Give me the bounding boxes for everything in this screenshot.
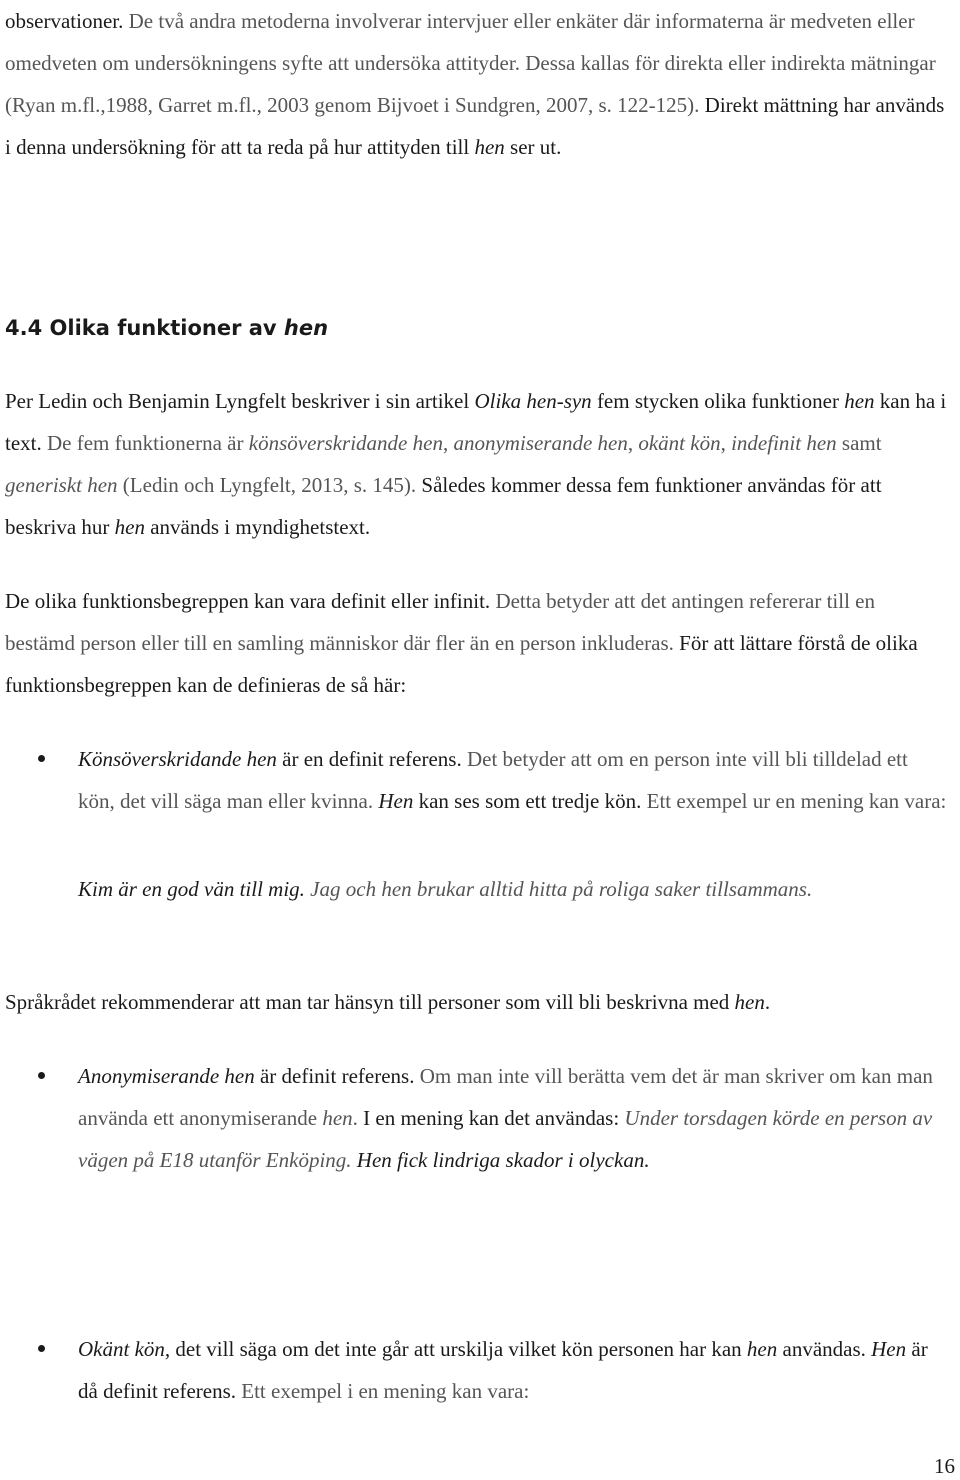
text-run: är en definit referens. <box>276 747 467 771</box>
text-run: fem stycken olika funktioner <box>591 389 845 413</box>
list-item-okant-kon-content <box>78 1337 928 1403</box>
bullet-icon <box>38 1345 45 1352</box>
list-item-okant-kon-text <box>78 1328 948 1412</box>
text-run: Detta betyder att det antingen refererar till en bestämd person eller till en samling människor där fler än en person inkluderas. <box>5 589 875 655</box>
text-run: Olika hen-syn <box>474 389 592 413</box>
paragraph-ledin-lyngfelt <box>5 380 950 548</box>
text-run: könsöverskridande hen <box>248 431 443 455</box>
text-run: okänt kön <box>638 431 721 455</box>
text-run: Om man inte vill berätta vem det är man skriver om kan man använda ett anonymiserande <box>78 1064 933 1130</box>
section-heading <box>5 308 328 348</box>
text-run: hen <box>114 515 145 539</box>
text-run: används i myndighetstext. <box>144 515 371 539</box>
paragraph-definit-infinit-content <box>5 589 918 697</box>
list-item-konsoverskridande-text <box>78 738 948 822</box>
text-run: hen <box>322 1106 353 1130</box>
text-run: Okänt kön <box>78 1337 165 1361</box>
text-run: . <box>352 1106 364 1130</box>
text-run: hen <box>474 135 505 159</box>
text-run: Hen <box>871 1337 907 1361</box>
text-run: Kim är en god vän till mig. <box>78 877 311 901</box>
paragraph-intro-content <box>5 9 944 159</box>
text-run: samt <box>836 431 882 455</box>
text-run: Ett exempel ur en mening kan vara: <box>646 789 947 813</box>
list-item-anonymiserande-text <box>78 1055 948 1181</box>
section-heading-text: 4.4 Olika funktioner av <box>5 316 284 340</box>
page-number: 16 <box>934 1454 955 1478</box>
text-run: generiskt hen <box>5 473 118 497</box>
text-run: Således kommer dessa fem funktioner användas för att beskriva hur <box>5 473 882 539</box>
text-run: De olika funktionsbegreppen kan vara definit eller infinit. <box>5 589 496 613</box>
text-run: hen <box>746 1337 778 1361</box>
text-run: , <box>442 431 454 455</box>
text-run: De två andra metoderna involverar intervjuer eller enkäter där informaterna är medveten eller omedveten om undersökningens syfte att undersöka attityder. Dessa kallas för direkta eller indirekta mätningar (Ryan m.fl.,1988, Garret m.fl., 2003 genom Bijvoet i Sundgren, 2007, s. 122-125). <box>5 9 936 117</box>
text-run: För att lättare förstå de olika funktionsbegreppen kan de definieras de så här: <box>5 631 918 697</box>
text-run: (Ledin och Lyngfelt, 2013, s. 145). <box>117 473 422 497</box>
text-run: Hen fick lindriga skador i olyckan. <box>356 1148 650 1172</box>
text-run: Det betyder att om en person inte vill bli tilldelad ett kön, det vill säga man eller kvinna. <box>78 747 908 813</box>
text-run: Språkrådet rekommenderar att man tar hänsyn till personer som vill bli beskrivna med <box>5 990 735 1014</box>
list-item-konsoverskridande-content <box>78 747 946 813</box>
text-run: , det vill säga om det inte går att urskilja vilket kön personen har kan <box>164 1337 747 1361</box>
text-run: indefinit hen <box>731 431 837 455</box>
text-run: hen <box>844 389 875 413</box>
text-run: Anonymiserande hen <box>78 1064 255 1088</box>
text-run: observationer. <box>5 9 129 33</box>
section-heading-italic: hen <box>283 316 329 340</box>
text-run: kan ses som ett tredje kön. <box>413 789 647 813</box>
text-run: , <box>720 431 732 455</box>
paragraph-ledin-lyngfelt-content <box>5 389 946 539</box>
text-run: Under torsdagen körde en person av vägen på E18 utanför Enköping. <box>78 1106 933 1172</box>
text-run: anonymiserande hen <box>453 431 628 455</box>
text-run: Ett exempel i en mening kan vara: <box>241 1379 530 1403</box>
text-run: Per Ledin och Benjamin Lyngfelt beskriver i sin artikel <box>5 389 475 413</box>
text-run: . <box>764 990 771 1014</box>
bullet-icon <box>38 1072 45 1079</box>
text-run: Jag och hen brukar alltid hitta på roliga saker tillsammans. <box>310 877 813 901</box>
paragraph-definit-infinit <box>5 580 950 706</box>
text-run: Hen <box>378 789 414 813</box>
list-item-konsoverskridande-example <box>78 868 948 910</box>
bullet-icon <box>38 755 45 762</box>
text-run: är då definit referens. <box>78 1337 928 1403</box>
text-run: kan ha i text. <box>5 389 947 455</box>
text-run: De fem funktionerna är <box>47 431 249 455</box>
text-run: användas. <box>777 1337 872 1361</box>
paragraph-sprakradet <box>5 981 950 1023</box>
text-run: I en mening kan det användas: <box>363 1106 625 1130</box>
text-run: är definit referens. <box>254 1064 420 1088</box>
list-item-anonymiserande-content <box>78 1064 933 1172</box>
text-run: , <box>627 431 639 455</box>
text-run: Könsöverskridande hen <box>78 747 277 771</box>
paragraph-intro <box>5 0 950 168</box>
text-run: ser ut. <box>504 135 562 159</box>
list-item-konsoverskridande-example-content <box>78 877 812 901</box>
text-run: Direkt mättning har används i denna undersökning för att ta reda på hur attityden till <box>5 93 945 159</box>
text-run: hen <box>734 990 765 1014</box>
paragraph-sprakradet-content <box>5 990 770 1014</box>
